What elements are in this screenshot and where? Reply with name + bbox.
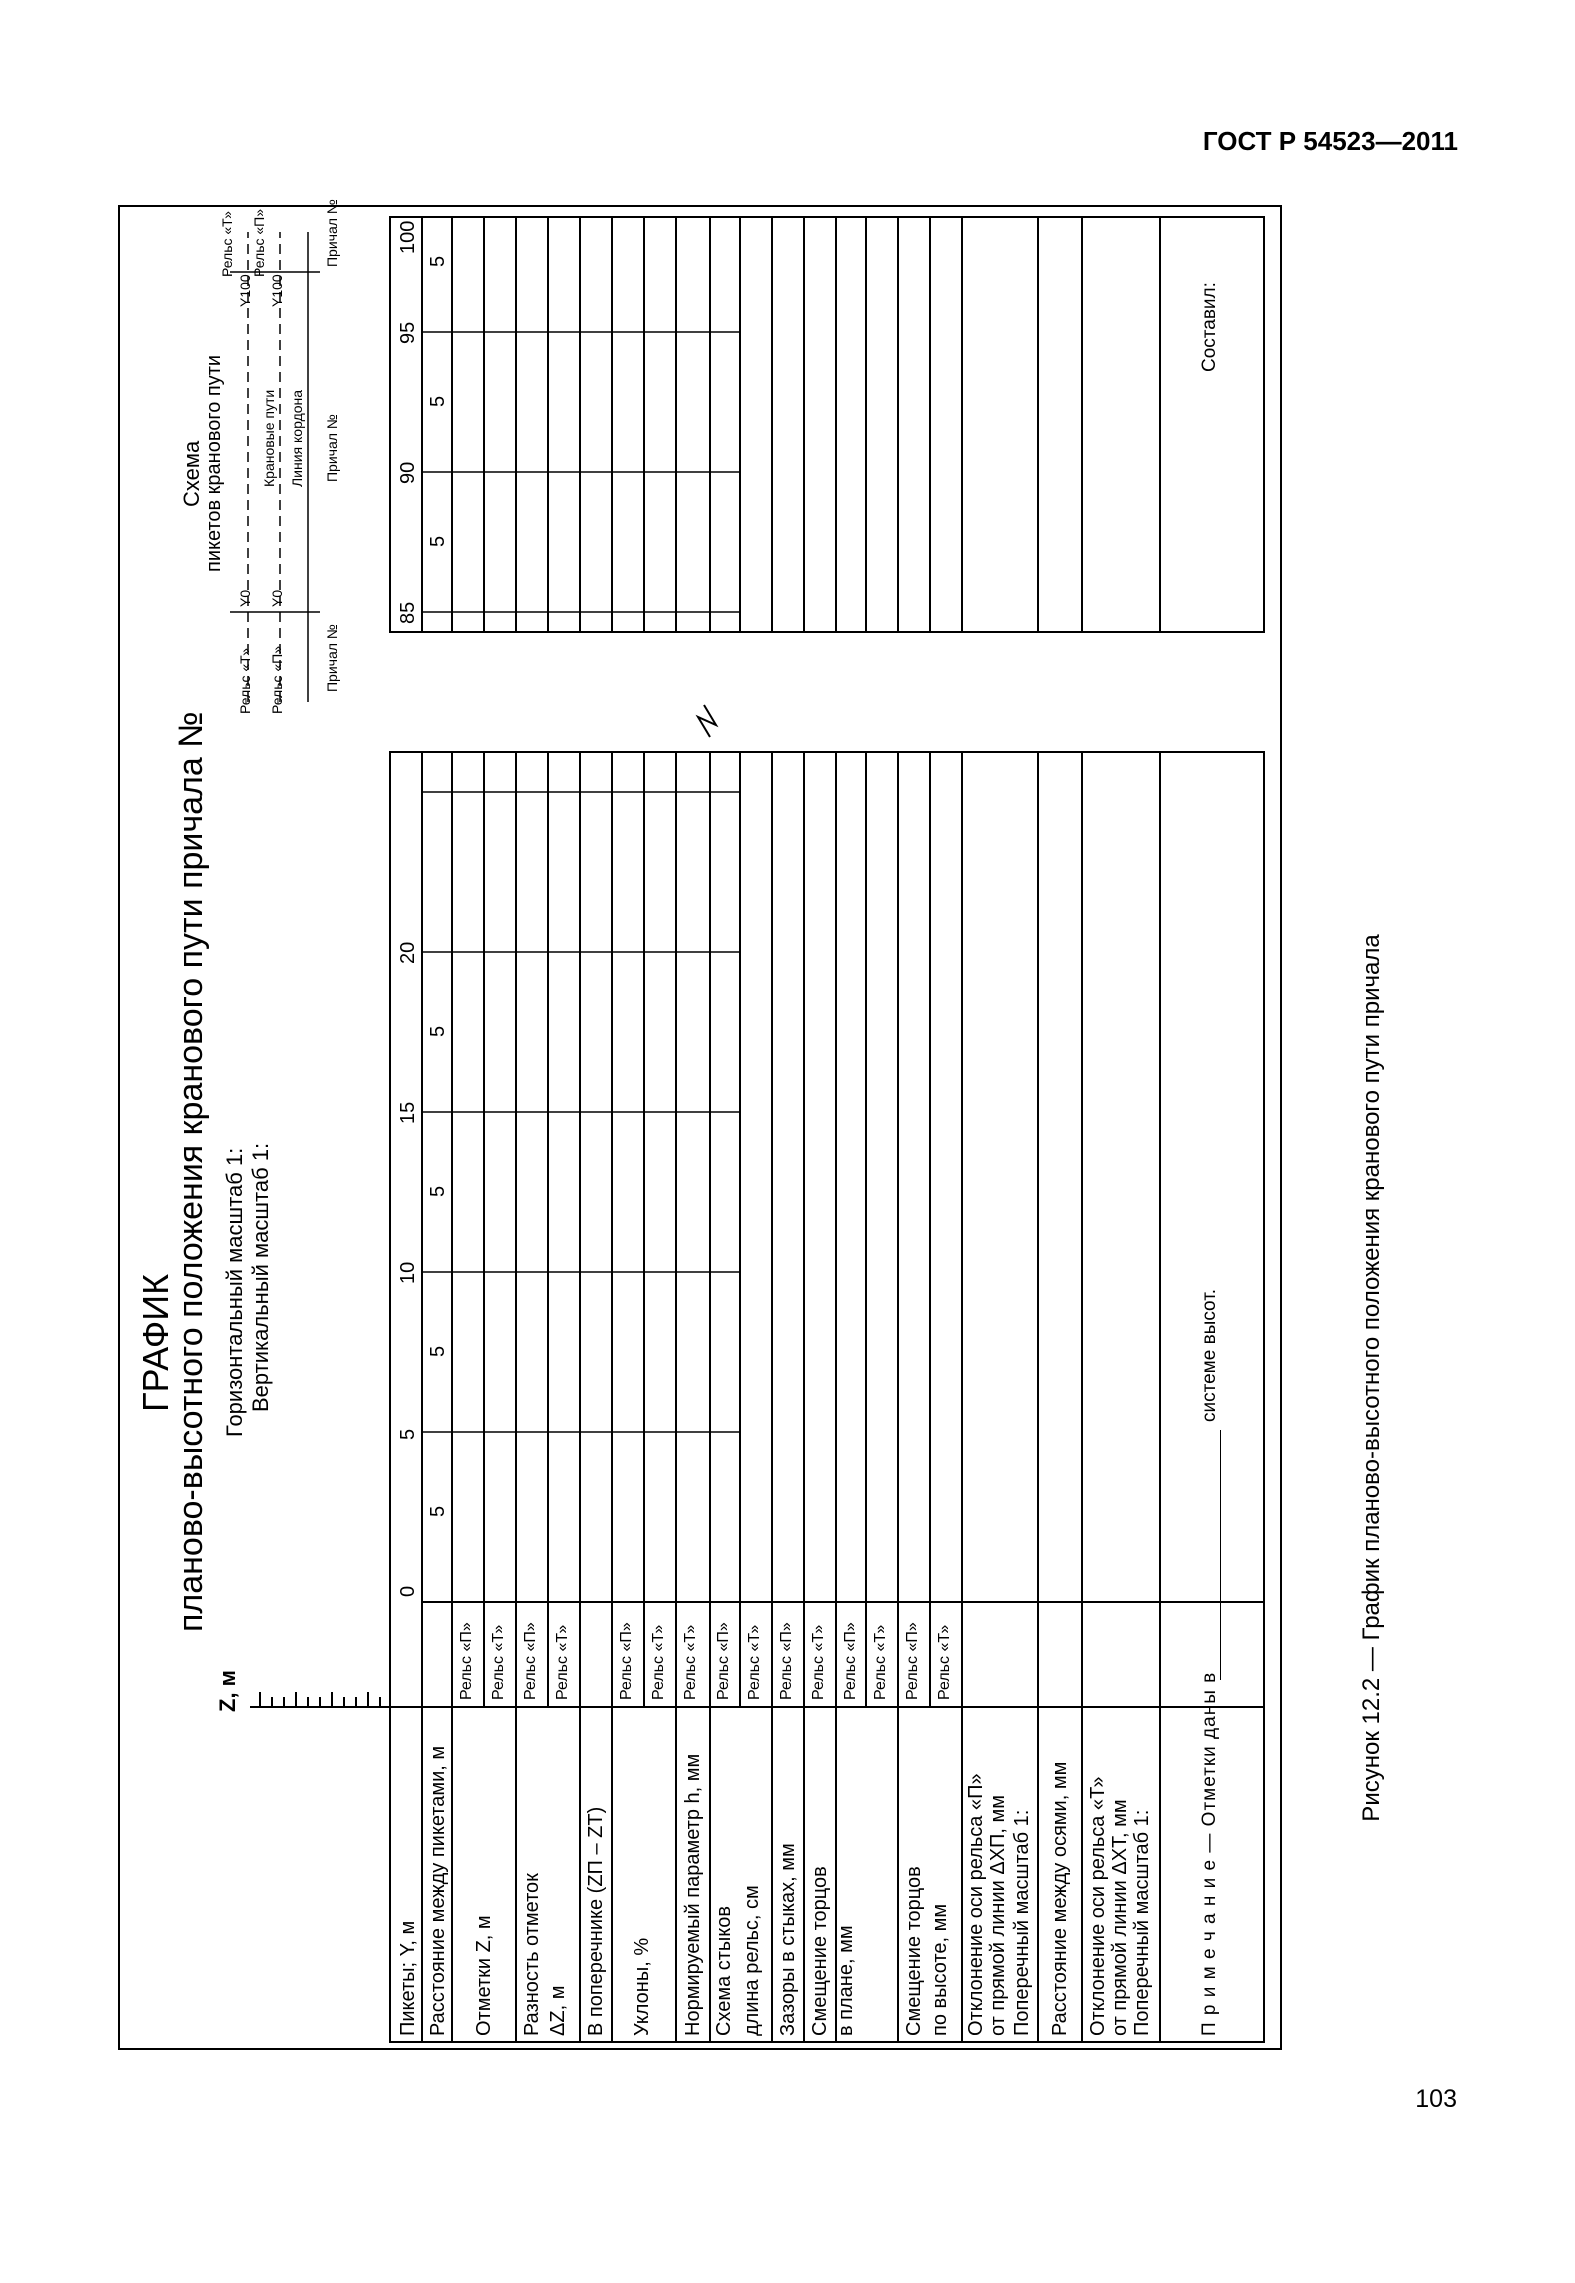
row-dev-p-3: Поперечный масштаб 1: (1011, 1809, 1033, 2036)
row-shift-height-1: Смещение торцов (903, 1866, 925, 2036)
scale-horizontal: Горизонтальный масштаб 1: (222, 1147, 247, 1437)
row-dev-p-2: от прямой линии ΔXП, мм (987, 1794, 1009, 2036)
scheme-y0: Y0 (237, 589, 253, 607)
scheme-berth: Причал № (324, 624, 340, 692)
note-label: П р и м е ч а н и е — Отметки даны в (1199, 1671, 1220, 2036)
rail-t-label: Рельс «Т» (746, 1624, 763, 1700)
rail-t-label: Рельс «Т» (810, 1624, 827, 1700)
interval-number: 5 (427, 395, 449, 407)
row-transverse: В поперечнике (ZП – ZТ) (585, 1806, 607, 2036)
rail-t-label: Рельс «Т» (682, 1624, 699, 1700)
scheme-y100: Y100 (269, 274, 285, 307)
scheme-crane-paths: Крановые пути (261, 389, 277, 487)
rail-p-label: Рельс «П» (904, 1622, 921, 1700)
figure-caption: Рисунок 12.2 — График планово-высотного положения кранового пути причала (1358, 934, 1385, 1822)
z-axis-label: Z, м (215, 1670, 240, 1712)
form-title: ГРАФИК (135, 1273, 176, 1412)
scheme-title: Схема (179, 440, 204, 507)
interval-number: 5 (427, 1345, 449, 1357)
compiled-label: Составил: (1199, 282, 1220, 372)
interval-number: 5 (427, 535, 449, 547)
row-gaps: Зазоры в стыках, мм (777, 1843, 799, 2036)
scheme-kordon: Линия кордона (289, 389, 305, 487)
row-dev-t-2: от прямой линии ΔXТ, мм (1109, 1799, 1131, 2036)
picket-number: 5 (397, 1428, 419, 1440)
scheme-rail-t-left: Рельс «Т» (237, 648, 253, 714)
row-joints-1: Схема стыков (713, 1905, 735, 2036)
row-shift-plan-2: в плане, мм (835, 1925, 857, 2036)
scheme-y100: Y100 (237, 274, 253, 307)
picket-number: 90 (397, 461, 419, 484)
scheme-berth: Причал № (324, 199, 340, 267)
z-scale-ticks (260, 1692, 380, 1707)
row-joints-2: длина рельс, см (741, 1885, 763, 2036)
rail-t-label: Рельс «Т» (554, 1624, 571, 1700)
scheme-berth: Причал № (324, 414, 340, 482)
document-header: ГОСТ Р 54523—2011 (1202, 126, 1458, 156)
row-diff-2: ΔZ, м (547, 1985, 569, 2036)
graph-form (120, 199, 1284, 2052)
scheme-subtitle: пикетов кранового пути (203, 354, 225, 572)
form-frame (118, 199, 1282, 2050)
scheme-rail-p-left: Рельс «П» (269, 645, 285, 714)
rail-t-label: Рельс «Т» (872, 1624, 889, 1700)
row-marks: Отметки Z, м (473, 1915, 495, 2036)
row-pikety: Пикеты; Y, м (397, 1920, 419, 2036)
rail-p-label: Рельс «П» (458, 1622, 475, 1700)
rail-t-label: Рельс «Т» (490, 1624, 507, 1700)
interval-number: 5 (427, 1025, 449, 1037)
row-slopes: Уклоны, % (631, 1937, 653, 2036)
rail-p-label: Рельс «П» (522, 1622, 539, 1700)
page-number: 103 (1415, 2085, 1457, 2113)
row-dev-t-1: Отклонение оси рельса «Т» (1087, 1776, 1109, 2036)
scale-vertical: Вертикальный масштаб 1: (248, 1142, 273, 1412)
interval-number: 5 (427, 1185, 449, 1197)
row-dev-t-3: Поперечный масштаб 1: (1131, 1809, 1153, 2036)
note-blank (1220, 1430, 1221, 1680)
rail-p-label: Рельс «П» (842, 1622, 859, 1700)
row-norm: Нормируемый параметр h, мм (682, 1753, 704, 2036)
picket-number: 95 (397, 321, 419, 344)
row-diff-1: Разность отметок (521, 1873, 543, 2036)
rail-p-label: Рельс «П» (778, 1622, 795, 1700)
picket-number: 0 (397, 1585, 419, 1597)
rail-t-label: Рельс «Т» (650, 1624, 667, 1700)
scheme-rail-p-right: Рельс «П» (251, 208, 267, 277)
row-dev-p-1: Отклонение оси рельса «П» (965, 1773, 987, 2036)
note-end: системе высот. (1199, 1288, 1220, 1422)
interval-number: 5 (427, 255, 449, 267)
row-distance: Расстояние между пикетами, м (427, 1745, 449, 2036)
picket-number: 85 (397, 601, 419, 624)
picket-number: 100 (397, 220, 419, 254)
interval-number: 5 (427, 1505, 449, 1517)
scheme-rail-t-right: Рельс «Т» (219, 211, 235, 277)
rail-p-label: Рельс «П» (715, 1622, 732, 1700)
rail-p-label: Рельс «П» (618, 1622, 635, 1700)
row-shift-height-2: по высоте, мм (929, 1903, 951, 2036)
scheme-y0: Y0 (269, 589, 285, 607)
picket-number: 10 (397, 1261, 419, 1284)
row-shift-plan-1: Смещение торцов (809, 1866, 831, 2036)
row-axes-distance: Расстояние между осями, мм (1049, 1761, 1071, 2036)
picket-number: 20 (397, 941, 419, 964)
picket-number: 15 (397, 1101, 419, 1124)
form-subtitle: планово-высотного положения кранового пути причала № (172, 711, 210, 1632)
rail-t-label: Рельс «Т» (936, 1624, 953, 1700)
